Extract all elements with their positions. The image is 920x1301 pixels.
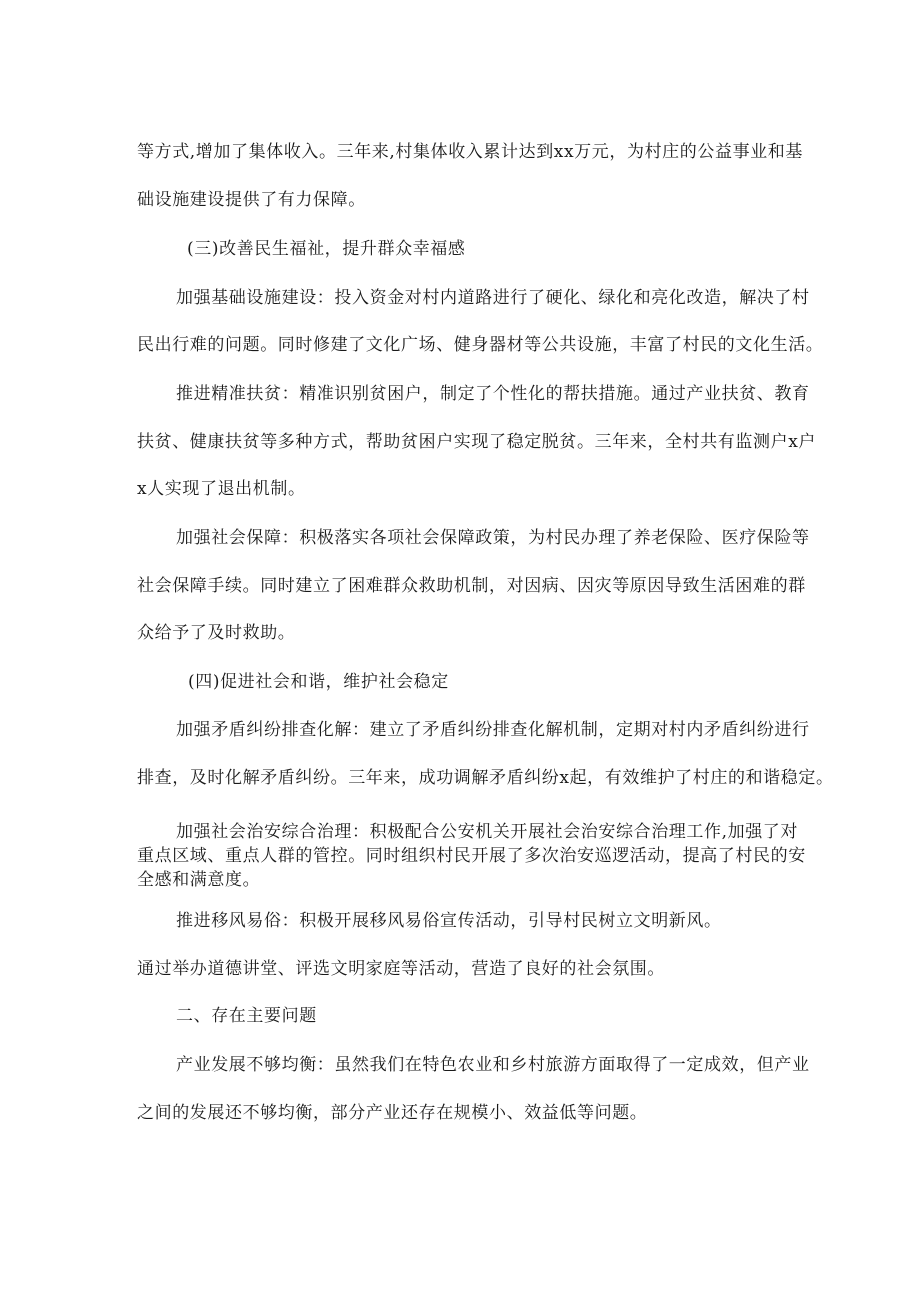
text-line: 全感和满意度。 [137, 870, 261, 890]
text-line: 推进移风易俗：积极开展移风易俗宣传活动，引导村民树立文明新风。 [176, 911, 722, 931]
section-heading: (三)改善民生福祉，提升群众幸福感 [187, 239, 466, 259]
text-line: 加强社会治安综合治理：积极配合公安机关开展社会治安综合治理工作,加强了对 [176, 822, 799, 842]
text-line: 众给予了及时救助。 [137, 623, 296, 643]
section-heading: 二、存在主要问题 [176, 1006, 317, 1026]
text-line: 之间的发展还不够均衡，部分产业还存在规模小、效益低等问题。 [137, 1103, 648, 1123]
text-line: x人实现了退出机制。 [137, 479, 306, 499]
text-line: 推进精准扶贫：精准识别贫困户，制定了个性化的帮扶措施。通过产业扶贫、教育 [176, 384, 810, 404]
text-line: 加强矛盾纠纷排查化解：建立了矛盾纠纷排查化解机制，定期对村内矛盾纠纷进行 [176, 720, 810, 740]
text-line: 扶贫、健康扶贫等多种方式，帮助贫困户实现了稳定脱贫。三年来，全村共有监测户x户 [137, 432, 816, 452]
text-line: 民出行难的问题。同时修建了文化广场、健身器材等公共设施，丰富了村民的文化生活。 [137, 335, 824, 355]
text-line: 排查，及时化解矛盾纠纷。三年来，成功调解矛盾纠纷x起，有效维护了村庄的和谐稳定。 [137, 768, 834, 788]
text-line: 等方式,增加了集体收入。三年来,村集体收入累计达到xx万元，为村庄的公益事业和基 [137, 142, 803, 162]
text-line: 重点区域、重点人群的管控。同时组织村民开展了多次治安巡逻活动，提高了村民的安 [137, 846, 806, 866]
text-line: 加强基础设施建设：投入资金对村内道路进行了硬化、绿化和亮化改造，解决了村 [176, 288, 810, 308]
text-line: 社会保障手续。同时建立了困难群众救助机制，对因病、因灾等原因导致生活困难的群 [137, 576, 806, 596]
text-line: 通过举办道德讲堂、评选文明家庭等活动，营造了良好的社会氛围。 [137, 959, 665, 979]
text-line: 加强社会保障：积极落实各项社会保障政策，为村民办理了养老保险、医疗保险等 [176, 528, 810, 548]
text-line: 产业发展不够均衡：虽然我们在特色农业和乡村旅游方面取得了一定成效，但产业 [176, 1055, 810, 1075]
section-heading: (四)促进社会和谐，维护社会稳定 [188, 672, 449, 692]
text-line: 础设施建设提供了有力保障。 [137, 190, 366, 210]
